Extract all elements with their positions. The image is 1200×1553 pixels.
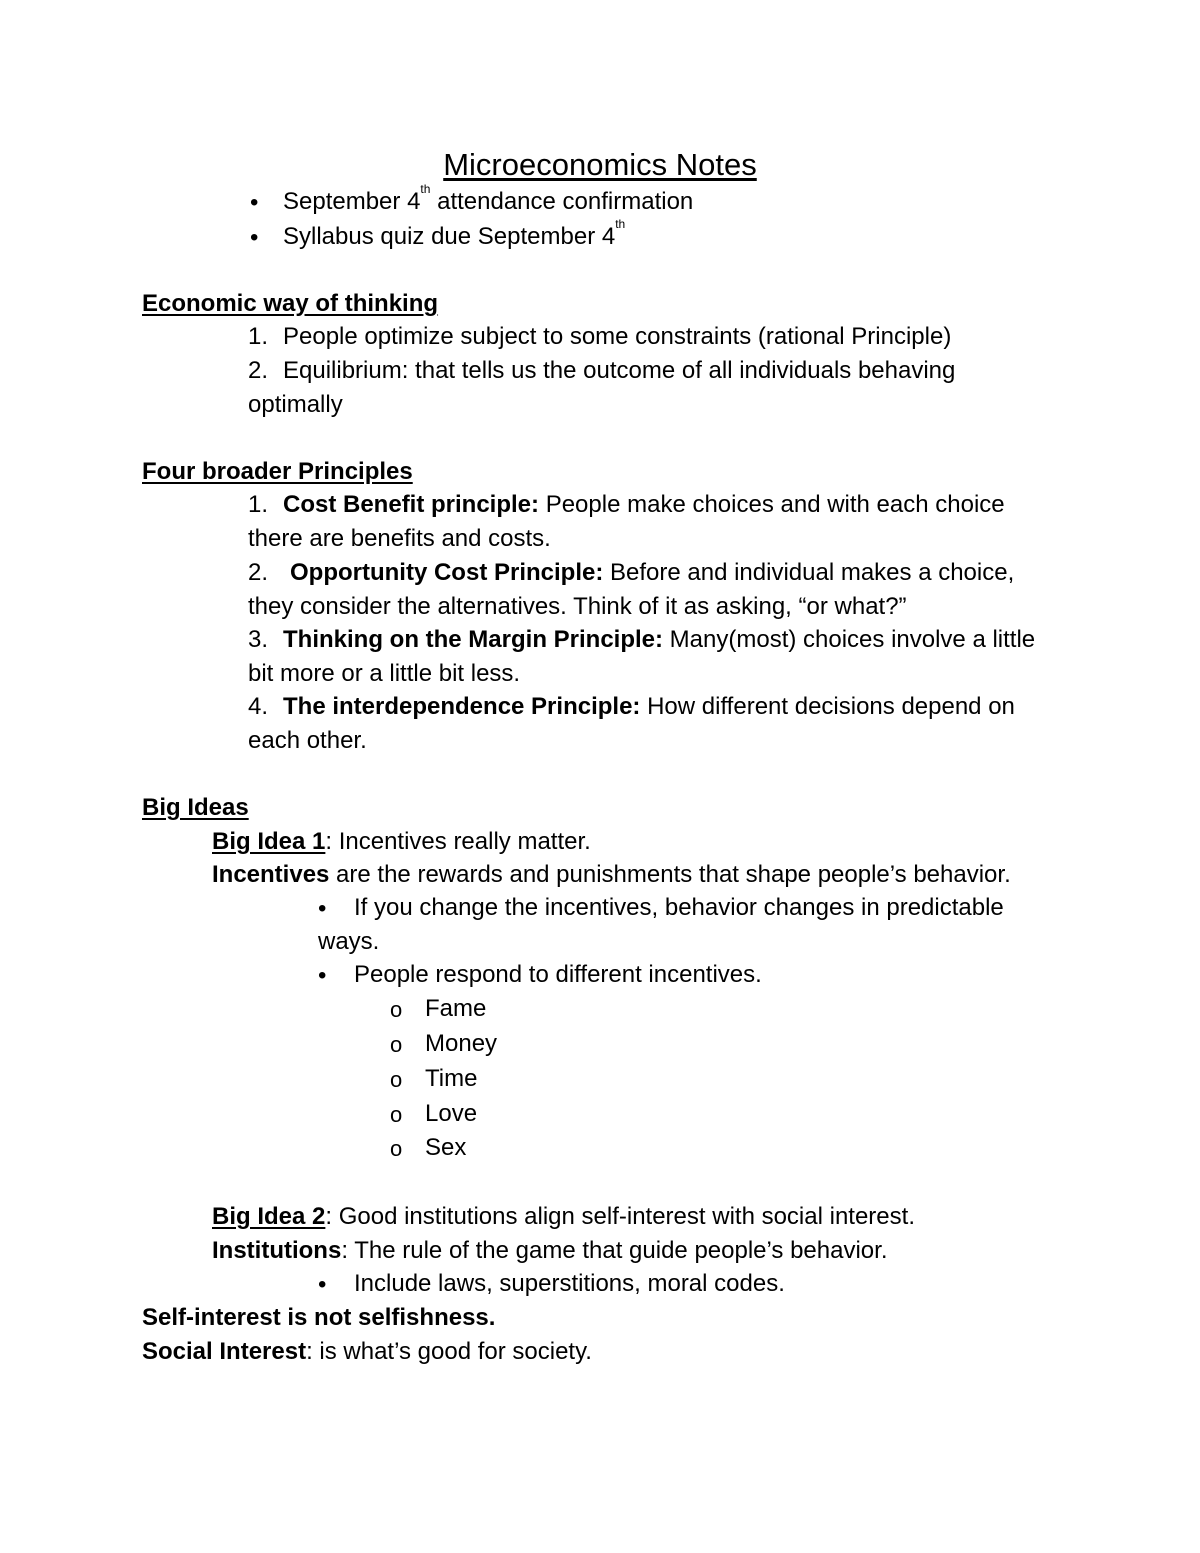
circle-bullet-icon: o [390,1102,403,1127]
list-item: Money [425,1030,498,1057]
section-heading-four-principles: Four broader Principles [142,458,413,485]
list-item: Sex [425,1134,467,1161]
list-item: Time [425,1065,478,1092]
list-item: Equilibrium: that tells us the outcome of all individuals behaving [283,357,956,384]
bullet-icon: • [318,895,327,922]
list-number: 3. [248,626,269,653]
bullet-icon: • [318,1271,327,1298]
incentives-definition: Incentives are the rewards and punishments that shape people’s behavior. [212,861,1011,888]
list-item: Love [425,1100,478,1127]
list-item-continuation: each other. [248,727,367,754]
principle-item: The interdependence Principle: How different decisions depend on [283,693,1015,720]
circle-bullet-icon: o [390,997,403,1022]
big-idea-1: Big Idea 1: Incentives really matter. [212,828,591,855]
list-item-continuation: optimally [248,391,343,418]
principle-item: Cost Benefit principle: People make choices and with each choice [283,491,1005,518]
circle-bullet-icon: o [390,1136,403,1161]
list-number: 1. [248,491,269,518]
list-item: People optimize subject to some constraints (rational Principle) [283,323,952,350]
big-idea-2: Big Idea 2: Good institutions align self-interest with social interest. [212,1203,915,1230]
list-item-continuation: ways. [318,928,380,955]
list-item-continuation: bit more or a little bit less. [248,660,521,687]
bullet-icon: • [318,962,327,989]
principle-item: Opportunity Cost Principle: Before and individual makes a choice, [290,559,1015,586]
section-heading-big-ideas: Big Ideas [142,794,249,821]
list-number: 2. [248,357,269,384]
bullet-icon: • [250,224,259,251]
list-item: Fame [425,995,487,1022]
circle-bullet-icon: o [390,1067,403,1092]
self-interest-statement: Self-interest is not selfishness. [142,1304,496,1331]
list-number: 2. [248,559,269,586]
bullet-icon: • [250,189,259,216]
list-number: 4. [248,693,269,720]
institutions-definition: Institutions: The rule of the game that guide people’s behavior. [212,1237,888,1264]
list-item: People respond to different incentives. [354,961,762,988]
list-number: 1. [248,323,269,350]
announcement-2: Syllabus quiz due September 4th [283,217,626,250]
principle-item: Thinking on the Margin Principle: Many(most) choices involve a little [283,626,1036,653]
list-item-continuation: they consider the alternatives. Think of it as asking, “or what?” [248,593,907,620]
list-item: Include laws, superstitions, moral codes. [354,1270,785,1297]
section-heading-economic-way: Economic way of thinking [142,290,439,317]
circle-bullet-icon: o [390,1032,403,1057]
announcement-1: September 4th attendance confirmation [283,182,694,215]
social-interest-definition: Social Interest: is what’s good for society. [142,1338,592,1365]
list-item: If you change the incentives, behavior changes in predictable [354,894,1004,921]
list-item-continuation: there are benefits and costs. [248,525,551,552]
page-title: Microeconomics Notes [443,147,757,182]
